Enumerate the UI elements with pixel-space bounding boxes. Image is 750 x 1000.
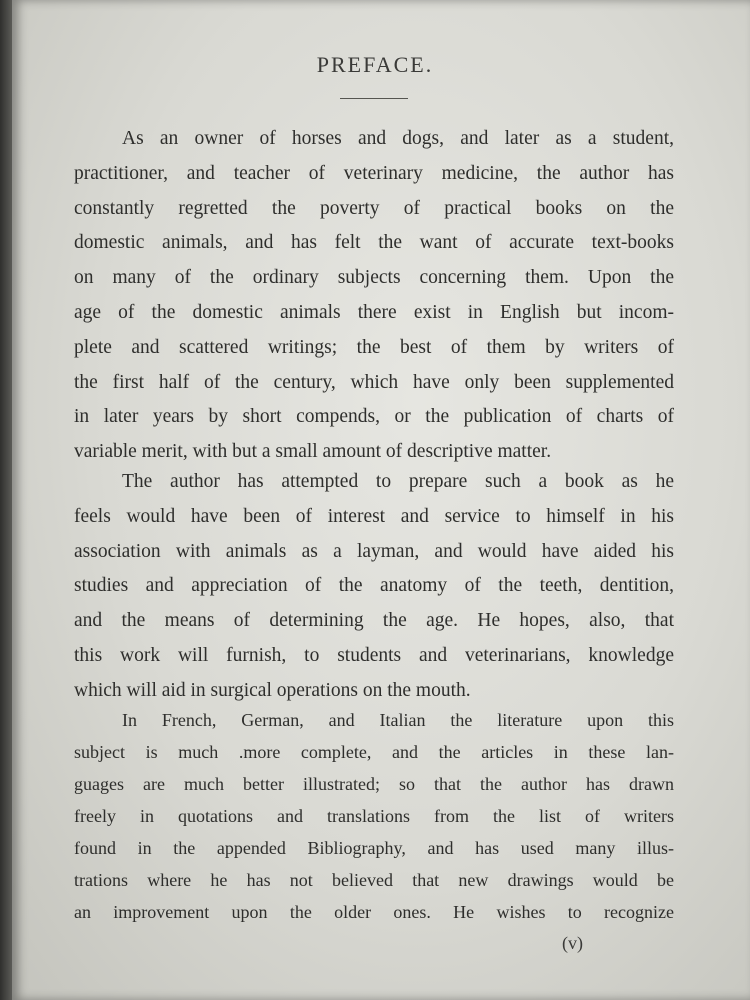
text-line: The author has attempted to prepare such a book as he	[122, 471, 674, 492]
text-line: trations where he has not believed that new drawings would be	[74, 870, 674, 890]
text-line: an improvement upon the older ones. He wishes to recognize	[74, 902, 674, 922]
paragraph-3	[74, 704, 674, 928]
text-line: association with animals as a layman, and would have aided his	[74, 540, 674, 562]
text-line: feels would have been of interest and service to himself in his	[74, 505, 674, 527]
heading-rule	[340, 98, 408, 99]
text-line: constantly regretted the poverty of practical books on the	[74, 197, 674, 219]
paragraph-1	[74, 122, 674, 470]
text-line: this work will furnish, to students and veterinarians, knowledge	[74, 644, 674, 666]
text-line: As an owner of horses and dogs, and later as a student,	[122, 128, 674, 149]
text-line: domestic animals, and has felt the want of accurate text-books	[74, 232, 674, 254]
text-line: plete and scattered writings; the best of them by writers of	[74, 336, 674, 358]
book-gutter	[0, 0, 12, 1000]
text-line: found in the appended Bibliography, and has used many illus-	[74, 838, 674, 858]
text-line: guages are much better illustrated; so that the author has drawn	[74, 774, 674, 794]
paragraph-2	[74, 465, 674, 709]
text-line: freely in quotations and translations from the list of writers	[74, 806, 674, 826]
text-line: subject is much .more complete, and the articles in these lan-	[74, 742, 674, 762]
text-line: practitioner, and teacher of veterinary medicine, the author has	[74, 162, 674, 184]
text-line: in later years by short compends, or the publication of charts of	[74, 406, 674, 428]
text-line: which will aid in surgical operations on the mouth.	[74, 679, 471, 701]
text-line: the first half of the century, which have only been supplemented	[74, 371, 674, 393]
text-line: on many of the ordinary subjects concerning them. Upon the	[74, 267, 674, 289]
text-line: In French, German, and Italian the literature upon this	[122, 710, 674, 730]
text-line: variable merit, with but a small amount of descriptive matter.	[74, 441, 552, 463]
page-number: (v)	[562, 933, 583, 953]
text-line: and the means of determining the age. He hopes, also, that	[74, 610, 674, 632]
page-heading: PREFACE.	[316, 52, 434, 77]
text-line: age of the domestic animals there exist in English but incom-	[74, 301, 674, 323]
text-line: studies and appreciation of the anatomy of the teeth, dentition,	[74, 575, 674, 597]
